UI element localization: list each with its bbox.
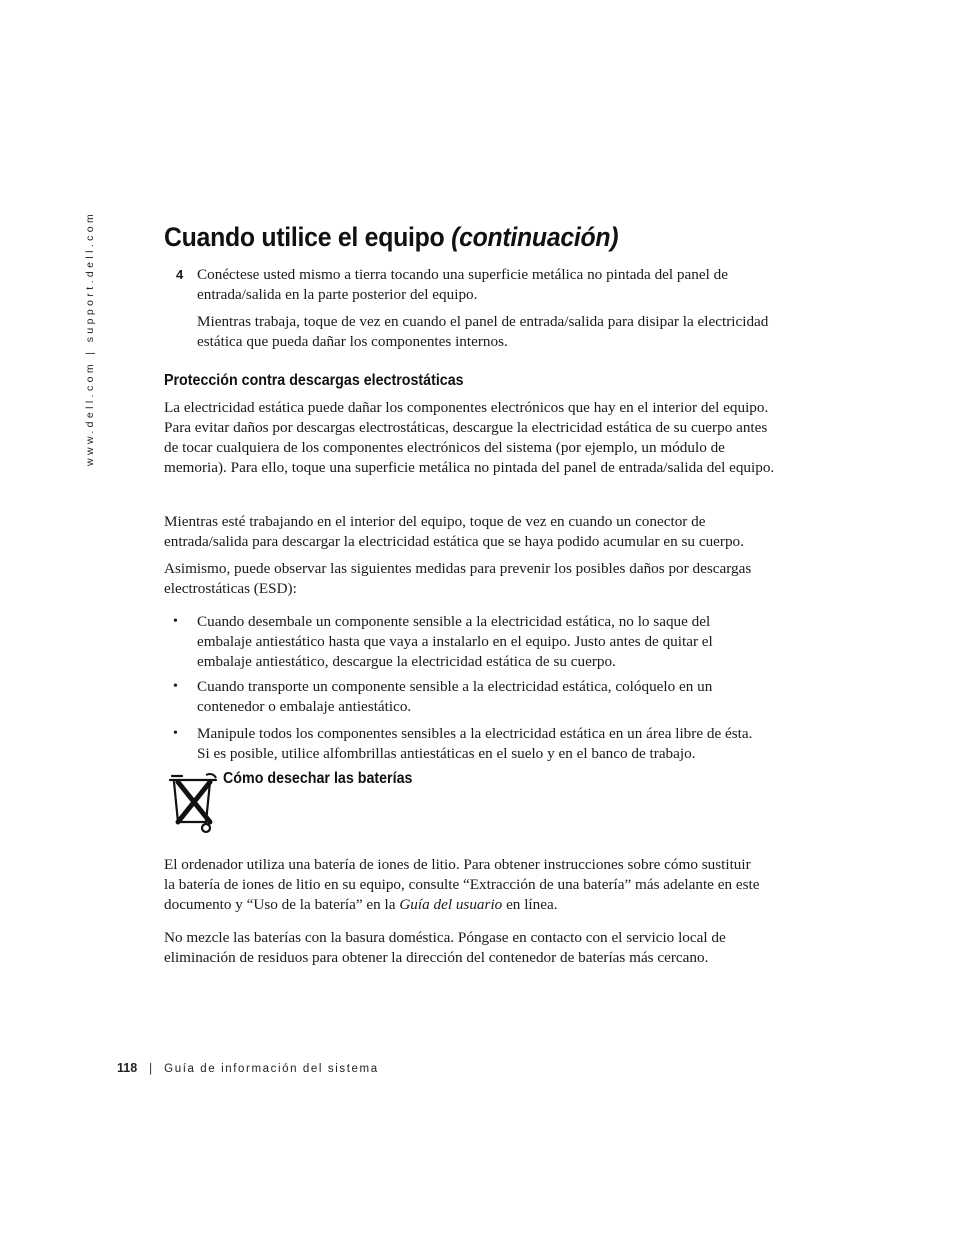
step-number: 4 [176, 267, 184, 282]
sidebar-url: www.dell.com | support.dell.com [84, 210, 96, 466]
esd-paragraph-1: La electricidad estática puede dañar los componentes electrónicos que hay en el interior del equipo. Para evitar daños por descargas electrostáticas, descargue la electricidad estática de su cuerpo antes de tocar cualquiera de los componentes electrónicos del sistema (por ejemplo, un módulo de memoria). Para ello, toque una superficie metálica no pintada del panel de entrada/salida del equipo. [164, 399, 775, 476]
page-number: 118 [117, 1061, 138, 1075]
esd-bullet-1: Cuando desembale un componente sensible a la electricidad estática, no lo saque del embalaje antiestático hasta que vaya a instalarlo en el equipo. Justo antes de quitar el embalaje antiestático, descargue la electricidad estática de su cuerpo. [197, 613, 713, 670]
battery-paragraph-1-text: El ordenador utiliza una batería de iones de litio. Para obtener instrucciones sobre cómo sustituir la batería de iones de litio en su equipo, consulte “Extracción de una batería” más adelante en este documento y “Uso de la batería” en la [164, 856, 760, 913]
page-footer [117, 1061, 379, 1075]
bullet-marker: • [173, 726, 178, 741]
page-title-continuation: (continuación) [451, 222, 619, 252]
esd-paragraph-3: Asimismo, puede observar las siguientes medidas para prevenir los posibles daños por descargas electrostáticas (ESD): [164, 560, 752, 597]
footer-separator: | [149, 1063, 153, 1075]
step-text: Conéctese usted mismo a tierra tocando una superficie metálica no pintada del panel de entrada/salida en la parte posterior del equipo. [197, 266, 728, 303]
battery-paragraph-2: No mezcle las baterías con la basura doméstica. Póngase en contacto con el servicio local de eliminación de residuos para obtener la dirección del contenedor de baterías más cercano. [164, 929, 726, 966]
battery-paragraph-1 [164, 855, 764, 915]
page-title [164, 222, 618, 253]
crossed-out-wheelie-bin-icon [166, 770, 220, 836]
footer-document-title: Guía de información del sistema [164, 1063, 379, 1075]
user-guide-title: Guía del usuario [399, 896, 503, 913]
esd-heading: Protección contra descargas electrostáticas [164, 372, 464, 389]
esd-bullet-3: Manipule todos los componentes sensibles a la electricidad estática en un área libre de ésta. Si es posible, utilice alfombrillas antiestáticas en el suelo y en el banco de trabajo. [197, 725, 753, 762]
battery-paragraph-1-end: en línea. [502, 896, 558, 913]
battery-heading: Cómo desechar las baterías [223, 770, 413, 787]
step-note: Mientras trabaja, toque de vez en cuando el panel de entrada/salida para disipar la electricidad estática que pueda dañar los componentes internos. [197, 313, 769, 350]
bullet-marker: • [173, 614, 178, 629]
esd-bullet-2: Cuando transporte un componente sensible a la electricidad estática, colóquelo en un contenedor o embalaje antiestático. [197, 678, 713, 715]
esd-paragraph-2: Mientras esté trabajando en el interior del equipo, toque de vez en cuando un conector de entrada/salida para descargar la electricidad estática que se haya podido acumular en su cuerpo. [164, 513, 744, 550]
page-title-main: Cuando utilice el equipo [164, 222, 445, 252]
bullet-marker: • [173, 679, 178, 694]
